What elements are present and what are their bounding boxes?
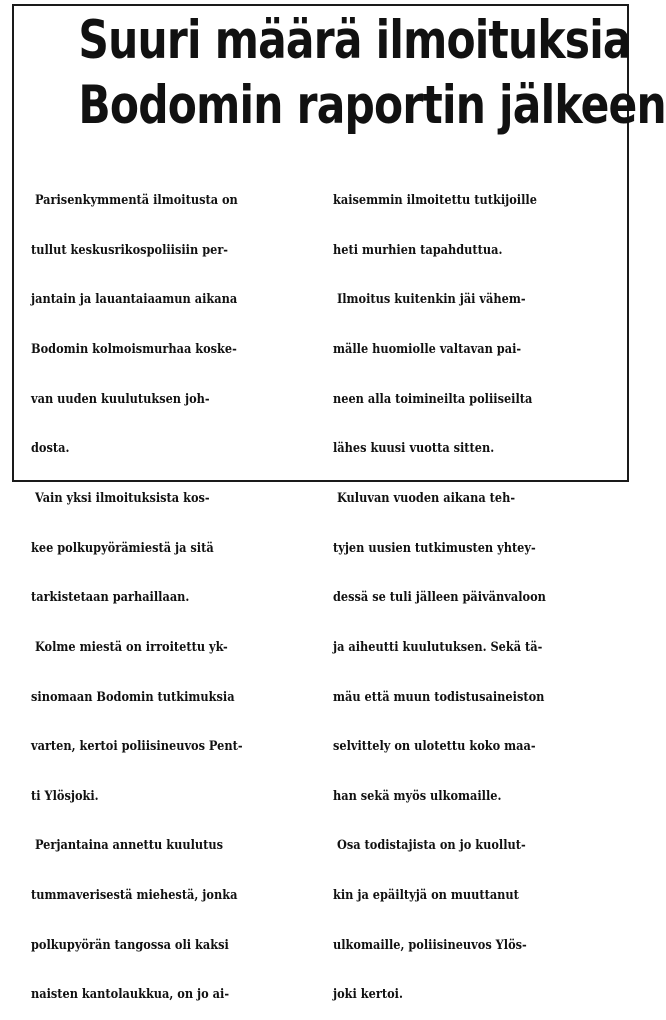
- article-line: dosta.: [31, 441, 70, 457]
- article-line: tarkistetaan parhaillaan.: [31, 590, 190, 606]
- article-line: han sekä myös ulkomaille.: [333, 788, 502, 804]
- article-line: jantain ja lauantaiaamun aikana: [31, 292, 238, 308]
- article-line: lähes kuusi vuotta sitten.: [333, 441, 495, 457]
- article-line: neen alla toimineilta poliiseilta: [333, 391, 533, 407]
- article-line: Perjantaina annettu kuulutus: [31, 838, 224, 854]
- article-line: polkupyörän tangossa oli kaksi: [31, 937, 229, 953]
- article-line: Kolme miestä on irroitettu yk-: [31, 639, 228, 655]
- headline-line-2: Bodomin raportin jälkeen: [78, 75, 666, 136]
- article-line: ti Ylösjoki.: [31, 788, 99, 804]
- headline-line-1: Suuri määrä ilmoituksia: [78, 10, 631, 71]
- article-line: van uuden kuulutuksen joh-: [31, 391, 210, 407]
- article-line: Parisenkymmentä ilmoitusta on: [31, 193, 238, 209]
- article-line: Bodomin kolmoismurhaa koske-: [31, 342, 237, 358]
- article-line: Kuluvan vuoden aikana teh-: [333, 490, 516, 506]
- article-right-column: [333, 160, 546, 1020]
- article-line: mälle huomiolle valtavan pai-: [333, 342, 522, 358]
- article-line: Osa todistajista on jo kuollut-: [333, 838, 526, 854]
- article-line: selvittely on ulotettu koko maa-: [333, 739, 536, 755]
- article-line: mäu että muun todistusaineiston: [333, 689, 545, 705]
- headline: [78, 8, 666, 138]
- article-line: joki kertoi.: [333, 987, 403, 1003]
- article-line: Ilmoitus kuitenkin jäi vähem-: [333, 292, 526, 308]
- article-line: dessä se tuli jälleen päivänvaloon: [333, 590, 546, 606]
- article-line: tullut keskusrikospoliisiin per-: [31, 242, 229, 258]
- article-line: heti murhien tapahduttua.: [333, 242, 503, 258]
- article-line: ja aiheutti kuulutuksen. Sekä tä-: [333, 639, 543, 655]
- article-line: Vain yksi ilmoituksista kos-: [31, 490, 210, 506]
- article-line: naisten kantolaukkua, on jo ai-: [31, 987, 230, 1003]
- article-line: kaisemmin ilmoitettu tutkijoille: [333, 193, 537, 209]
- article-line: tummaverisestä miehestä, jonka: [31, 888, 238, 904]
- article-line: kee polkupyörämiestä ja sitä: [31, 540, 214, 556]
- article-line: ulkomaille, poliisineuvos Ylös-: [333, 937, 527, 953]
- article-line: kin ja epäiltyjä on muuttanut: [333, 888, 519, 904]
- article-line: sinomaan Bodomin tutkimuksia: [31, 689, 235, 705]
- article-line: varten, kertoi poliisineuvos Pent-: [31, 739, 243, 755]
- article-left-column: [31, 160, 243, 1020]
- article-line: tyjen uusien tutkimusten yhtey-: [333, 540, 536, 556]
